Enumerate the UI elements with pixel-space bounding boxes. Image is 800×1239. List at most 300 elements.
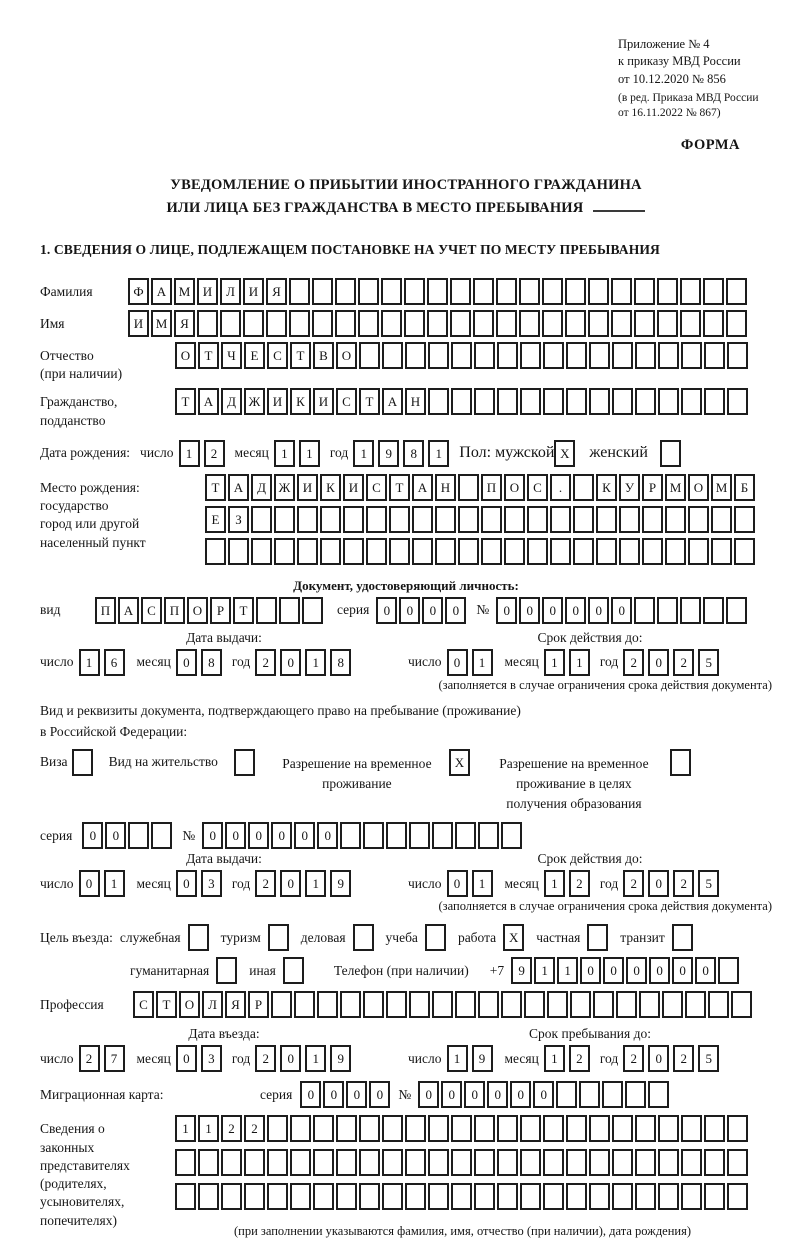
form-cell[interactable]: 3 (201, 870, 222, 897)
form-cell[interactable] (680, 278, 701, 305)
form-cell[interactable] (504, 506, 525, 533)
form-cell[interactable]: Е (205, 506, 226, 533)
form-cell[interactable]: Т (290, 342, 311, 369)
form-cell[interactable] (589, 342, 610, 369)
form-cell[interactable]: 0 (225, 822, 246, 849)
form-cell[interactable] (611, 310, 632, 337)
form-cell[interactable] (363, 991, 384, 1018)
form-cell[interactable]: Д (251, 474, 272, 501)
form-cell[interactable] (428, 1115, 449, 1142)
form-cell[interactable]: Д (221, 388, 242, 415)
form-cell[interactable] (290, 1183, 311, 1210)
form-cell[interactable]: Т (156, 991, 177, 1018)
form-cell[interactable] (221, 1183, 242, 1210)
form-cell[interactable]: А (412, 474, 433, 501)
form-cell[interactable]: О (179, 991, 200, 1018)
form-cell[interactable]: И (197, 278, 218, 305)
form-cell[interactable]: Л (220, 278, 241, 305)
form-cell[interactable] (703, 597, 724, 624)
form-cell[interactable] (703, 278, 724, 305)
form-cell[interactable]: Ж (274, 474, 295, 501)
form-cell[interactable] (268, 924, 289, 951)
form-cell[interactable]: 0 (280, 870, 301, 897)
form-cell[interactable] (289, 310, 310, 337)
form-cell[interactable]: 5 (698, 1045, 719, 1072)
form-cell[interactable] (435, 538, 456, 565)
form-cell[interactable] (520, 1115, 541, 1142)
form-cell[interactable]: 0 (323, 1081, 344, 1108)
form-cell[interactable]: О (175, 342, 196, 369)
form-cell[interactable]: 0 (519, 597, 540, 624)
form-cell[interactable] (151, 822, 172, 849)
form-cell[interactable] (474, 1115, 495, 1142)
form-cell[interactable] (481, 538, 502, 565)
form-cell[interactable]: 0 (447, 649, 468, 676)
form-cell[interactable]: 0 (648, 649, 669, 676)
form-cell[interactable] (335, 278, 356, 305)
form-cell[interactable] (216, 957, 237, 984)
form-cell[interactable] (711, 506, 732, 533)
form-cell[interactable] (527, 538, 548, 565)
form-cell[interactable]: О (187, 597, 208, 624)
form-cell[interactable] (634, 597, 655, 624)
form-cell[interactable] (432, 822, 453, 849)
form-cell[interactable]: 6 (104, 649, 125, 676)
form-cell[interactable] (619, 538, 640, 565)
form-cell[interactable]: И (297, 474, 318, 501)
form-cell[interactable] (658, 342, 679, 369)
form-cell[interactable]: 2 (673, 1045, 694, 1072)
form-cell[interactable] (274, 538, 295, 565)
form-cell[interactable] (658, 388, 679, 415)
form-cell[interactable] (726, 597, 747, 624)
form-cell[interactable]: 1 (299, 440, 320, 467)
form-cell[interactable] (727, 1115, 748, 1142)
form-cell[interactable]: 2 (623, 870, 644, 897)
form-cell[interactable] (704, 1183, 725, 1210)
form-cell[interactable] (244, 1183, 265, 1210)
form-cell[interactable] (234, 749, 255, 776)
form-cell[interactable]: 0 (271, 822, 292, 849)
form-cell[interactable] (704, 388, 725, 415)
form-cell[interactable] (297, 506, 318, 533)
form-cell[interactable]: 2 (569, 1045, 590, 1072)
form-cell[interactable]: О (336, 342, 357, 369)
form-cell[interactable]: А (382, 388, 403, 415)
form-cell[interactable]: 0 (422, 597, 443, 624)
form-cell[interactable] (602, 1081, 623, 1108)
form-cell[interactable]: Т (233, 597, 254, 624)
form-cell[interactable] (450, 278, 471, 305)
form-cell[interactable]: 1 (305, 649, 326, 676)
form-cell[interactable]: 0 (648, 1045, 669, 1072)
form-cell[interactable] (589, 388, 610, 415)
form-cell[interactable]: И (243, 278, 264, 305)
form-cell[interactable] (297, 538, 318, 565)
form-cell[interactable] (381, 278, 402, 305)
form-cell[interactable] (289, 278, 310, 305)
form-cell[interactable] (428, 342, 449, 369)
form-cell[interactable]: 0 (672, 957, 693, 984)
form-cell[interactable] (283, 957, 304, 984)
form-cell[interactable] (657, 310, 678, 337)
form-cell[interactable] (271, 991, 292, 1018)
form-cell[interactable]: 0 (542, 597, 563, 624)
form-cell[interactable]: 0 (317, 822, 338, 849)
form-cell[interactable] (353, 924, 374, 951)
form-cell[interactable] (542, 310, 563, 337)
form-cell[interactable]: Р (210, 597, 231, 624)
form-cell[interactable]: 1 (274, 440, 295, 467)
form-cell[interactable]: Я (225, 991, 246, 1018)
form-cell[interactable] (473, 310, 494, 337)
form-cell[interactable] (639, 991, 660, 1018)
form-cell[interactable] (648, 1081, 669, 1108)
form-cell[interactable]: П (164, 597, 185, 624)
form-cell[interactable]: 1 (557, 957, 578, 984)
form-cell[interactable] (473, 278, 494, 305)
form-cell[interactable] (450, 310, 471, 337)
form-cell[interactable]: 0 (445, 597, 466, 624)
form-cell[interactable] (657, 597, 678, 624)
form-cell[interactable] (670, 749, 691, 776)
form-cell[interactable]: С (133, 991, 154, 1018)
form-cell[interactable]: 0 (280, 649, 301, 676)
form-cell[interactable]: 2 (569, 870, 590, 897)
form-cell[interactable]: X (554, 440, 575, 467)
form-cell[interactable] (612, 388, 633, 415)
form-cell[interactable]: 1 (472, 649, 493, 676)
form-cell[interactable] (566, 1115, 587, 1142)
form-cell[interactable]: 0 (176, 870, 197, 897)
form-cell[interactable]: П (481, 474, 502, 501)
form-cell[interactable] (458, 538, 479, 565)
form-cell[interactable]: 5 (698, 649, 719, 676)
form-cell[interactable] (550, 506, 571, 533)
form-cell[interactable] (458, 506, 479, 533)
form-cell[interactable]: 0 (510, 1081, 531, 1108)
form-cell[interactable]: 2 (255, 1045, 276, 1072)
form-cell[interactable] (382, 1183, 403, 1210)
form-cell[interactable] (359, 1115, 380, 1142)
form-cell[interactable] (711, 538, 732, 565)
form-cell[interactable] (612, 1115, 633, 1142)
form-cell[interactable] (635, 342, 656, 369)
form-cell[interactable]: . (550, 474, 571, 501)
form-cell[interactable] (672, 924, 693, 951)
form-cell[interactable] (427, 278, 448, 305)
form-cell[interactable]: 0 (580, 957, 601, 984)
form-cell[interactable]: 2 (79, 1045, 100, 1072)
form-cell[interactable]: 0 (648, 870, 669, 897)
form-cell[interactable] (566, 388, 587, 415)
form-cell[interactable] (188, 924, 209, 951)
form-cell[interactable]: 1 (79, 649, 100, 676)
form-cell[interactable] (704, 1115, 725, 1142)
form-cell[interactable] (727, 342, 748, 369)
form-cell[interactable]: 1 (175, 1115, 196, 1142)
form-cell[interactable]: 0 (300, 1081, 321, 1108)
form-cell[interactable]: А (151, 278, 172, 305)
form-cell[interactable] (550, 538, 571, 565)
form-cell[interactable] (688, 506, 709, 533)
form-cell[interactable]: Н (405, 388, 426, 415)
form-cell[interactable] (542, 278, 563, 305)
form-cell[interactable]: К (290, 388, 311, 415)
form-cell[interactable]: 0 (176, 1045, 197, 1072)
form-cell[interactable]: У (619, 474, 640, 501)
form-cell[interactable] (665, 506, 686, 533)
form-cell[interactable] (588, 278, 609, 305)
form-cell[interactable] (313, 1115, 334, 1142)
form-cell[interactable]: И (128, 310, 149, 337)
form-cell[interactable] (727, 1183, 748, 1210)
form-cell[interactable] (731, 991, 752, 1018)
form-cell[interactable]: С (366, 474, 387, 501)
form-cell[interactable]: Е (244, 342, 265, 369)
form-cell[interactable]: О (688, 474, 709, 501)
form-cell[interactable] (220, 310, 241, 337)
form-cell[interactable] (680, 310, 701, 337)
form-cell[interactable] (565, 278, 586, 305)
form-cell[interactable] (704, 342, 725, 369)
form-cell[interactable] (251, 506, 272, 533)
form-cell[interactable] (543, 388, 564, 415)
form-cell[interactable] (336, 1183, 357, 1210)
form-cell[interactable]: 8 (330, 649, 351, 676)
form-cell[interactable]: 0 (105, 822, 126, 849)
form-cell[interactable] (412, 506, 433, 533)
form-cell[interactable] (302, 597, 323, 624)
form-cell[interactable]: 2 (204, 440, 225, 467)
form-cell[interactable]: 1 (544, 1045, 565, 1072)
form-cell[interactable] (474, 1183, 495, 1210)
form-cell[interactable] (198, 1183, 219, 1210)
form-cell[interactable]: 0 (649, 957, 670, 984)
form-cell[interactable]: 2 (221, 1115, 242, 1142)
form-cell[interactable] (519, 310, 540, 337)
form-cell[interactable]: К (320, 474, 341, 501)
form-cell[interactable] (543, 342, 564, 369)
form-cell[interactable] (435, 506, 456, 533)
form-cell[interactable]: 2 (244, 1115, 265, 1142)
form-cell[interactable]: 1 (179, 440, 200, 467)
form-cell[interactable] (497, 342, 518, 369)
form-cell[interactable] (573, 538, 594, 565)
form-cell[interactable]: 0 (280, 1045, 301, 1072)
form-cell[interactable] (726, 278, 747, 305)
form-cell[interactable] (662, 991, 683, 1018)
form-cell[interactable]: 0 (565, 597, 586, 624)
form-cell[interactable] (381, 310, 402, 337)
form-cell[interactable] (727, 388, 748, 415)
form-cell[interactable] (593, 991, 614, 1018)
form-cell[interactable]: 3 (201, 1045, 222, 1072)
form-cell[interactable] (612, 1183, 633, 1210)
form-cell[interactable] (320, 506, 341, 533)
form-cell[interactable]: 1 (104, 870, 125, 897)
form-cell[interactable]: Т (198, 342, 219, 369)
form-cell[interactable] (501, 822, 522, 849)
form-cell[interactable] (382, 1115, 403, 1142)
form-cell[interactable] (734, 538, 755, 565)
form-cell[interactable] (478, 822, 499, 849)
form-cell[interactable] (432, 991, 453, 1018)
form-cell[interactable] (474, 388, 495, 415)
form-cell[interactable] (566, 342, 587, 369)
form-cell[interactable] (587, 924, 608, 951)
form-cell[interactable]: 0 (376, 597, 397, 624)
form-cell[interactable]: 0 (441, 1081, 462, 1108)
form-cell[interactable] (681, 388, 702, 415)
form-cell[interactable] (366, 506, 387, 533)
form-cell[interactable] (619, 506, 640, 533)
form-cell[interactable] (681, 1183, 702, 1210)
form-cell[interactable]: Ж (244, 388, 265, 415)
form-cell[interactable] (660, 440, 681, 467)
form-cell[interactable] (520, 1183, 541, 1210)
form-cell[interactable] (658, 1183, 679, 1210)
form-cell[interactable] (128, 822, 149, 849)
form-cell[interactable] (497, 388, 518, 415)
form-cell[interactable] (409, 822, 430, 849)
form-cell[interactable]: 0 (487, 1081, 508, 1108)
form-cell[interactable]: Р (642, 474, 663, 501)
form-cell[interactable]: 0 (369, 1081, 390, 1108)
form-cell[interactable] (642, 538, 663, 565)
form-cell[interactable]: 2 (623, 649, 644, 676)
form-cell[interactable] (175, 1183, 196, 1210)
form-cell[interactable] (708, 991, 729, 1018)
form-cell[interactable]: 9 (378, 440, 399, 467)
form-cell[interactable] (573, 474, 594, 501)
form-cell[interactable]: А (228, 474, 249, 501)
form-cell[interactable] (547, 991, 568, 1018)
form-cell[interactable] (412, 538, 433, 565)
form-cell[interactable]: 7 (104, 1045, 125, 1072)
form-cell[interactable] (520, 342, 541, 369)
form-cell[interactable]: 1 (428, 440, 449, 467)
form-cell[interactable] (504, 538, 525, 565)
form-cell[interactable] (527, 506, 548, 533)
form-cell[interactable]: 0 (588, 597, 609, 624)
form-cell[interactable] (642, 506, 663, 533)
form-cell[interactable] (267, 1115, 288, 1142)
form-cell[interactable] (267, 1183, 288, 1210)
form-cell[interactable]: 0 (82, 822, 103, 849)
form-cell[interactable] (681, 342, 702, 369)
form-cell[interactable] (718, 957, 739, 984)
form-cell[interactable]: Я (266, 278, 287, 305)
form-cell[interactable]: Я (174, 310, 195, 337)
form-cell[interactable] (404, 278, 425, 305)
form-cell[interactable]: 0 (79, 870, 100, 897)
form-cell[interactable]: 0 (533, 1081, 554, 1108)
form-cell[interactable]: И (313, 388, 334, 415)
form-cell[interactable] (703, 310, 724, 337)
form-cell[interactable] (657, 278, 678, 305)
form-cell[interactable]: З (228, 506, 249, 533)
form-cell[interactable] (596, 538, 617, 565)
form-cell[interactable] (496, 310, 517, 337)
form-cell[interactable] (256, 597, 277, 624)
form-cell[interactable] (566, 1183, 587, 1210)
form-cell[interactable]: 0 (447, 870, 468, 897)
form-cell[interactable] (658, 1115, 679, 1142)
form-cell[interactable]: Т (389, 474, 410, 501)
form-cell[interactable] (366, 538, 387, 565)
form-cell[interactable] (389, 538, 410, 565)
form-cell[interactable] (635, 1183, 656, 1210)
form-cell[interactable]: 0 (464, 1081, 485, 1108)
form-cell[interactable]: 0 (626, 957, 647, 984)
form-cell[interactable]: 0 (248, 822, 269, 849)
form-cell[interactable] (481, 506, 502, 533)
form-cell[interactable] (685, 991, 706, 1018)
form-cell[interactable]: С (336, 388, 357, 415)
form-cell[interactable] (451, 388, 472, 415)
form-cell[interactable]: 0 (496, 597, 517, 624)
form-cell[interactable] (688, 538, 709, 565)
form-cell[interactable]: О (504, 474, 525, 501)
form-cell[interactable]: X (449, 749, 470, 776)
form-cell[interactable] (497, 1183, 518, 1210)
form-cell[interactable]: Р (248, 991, 269, 1018)
form-cell[interactable]: 5 (698, 870, 719, 897)
form-cell[interactable]: 0 (695, 957, 716, 984)
form-cell[interactable]: 0 (399, 597, 420, 624)
form-cell[interactable] (451, 1183, 472, 1210)
form-cell[interactable]: 1 (534, 957, 555, 984)
form-cell[interactable]: 1 (305, 1045, 326, 1072)
form-cell[interactable] (681, 1115, 702, 1142)
form-cell[interactable]: В (313, 342, 334, 369)
form-cell[interactable] (363, 822, 384, 849)
form-cell[interactable]: 0 (202, 822, 223, 849)
form-cell[interactable]: С (527, 474, 548, 501)
form-cell[interactable]: 0 (611, 597, 632, 624)
form-cell[interactable]: 1 (569, 649, 590, 676)
form-cell[interactable]: 0 (176, 649, 197, 676)
form-cell[interactable]: 1 (305, 870, 326, 897)
form-cell[interactable] (359, 342, 380, 369)
form-cell[interactable] (266, 310, 287, 337)
form-cell[interactable] (589, 1183, 610, 1210)
form-cell[interactable] (635, 1115, 656, 1142)
form-cell[interactable] (386, 822, 407, 849)
form-cell[interactable]: Т (359, 388, 380, 415)
form-cell[interactable]: 9 (330, 1045, 351, 1072)
form-cell[interactable] (451, 342, 472, 369)
form-cell[interactable] (501, 991, 522, 1018)
form-cell[interactable] (427, 310, 448, 337)
form-cell[interactable]: 2 (255, 870, 276, 897)
form-cell[interactable] (382, 342, 403, 369)
form-cell[interactable]: М (151, 310, 172, 337)
form-cell[interactable]: Т (205, 474, 226, 501)
form-cell[interactable]: 9 (330, 870, 351, 897)
form-cell[interactable] (294, 991, 315, 1018)
form-cell[interactable] (359, 1183, 380, 1210)
form-cell[interactable]: Ф (128, 278, 149, 305)
form-cell[interactable] (386, 991, 407, 1018)
form-cell[interactable] (556, 1081, 577, 1108)
form-cell[interactable]: 1 (544, 649, 565, 676)
form-cell[interactable] (290, 1115, 311, 1142)
form-cell[interactable] (228, 538, 249, 565)
form-cell[interactable]: 8 (201, 649, 222, 676)
form-cell[interactable] (734, 506, 755, 533)
